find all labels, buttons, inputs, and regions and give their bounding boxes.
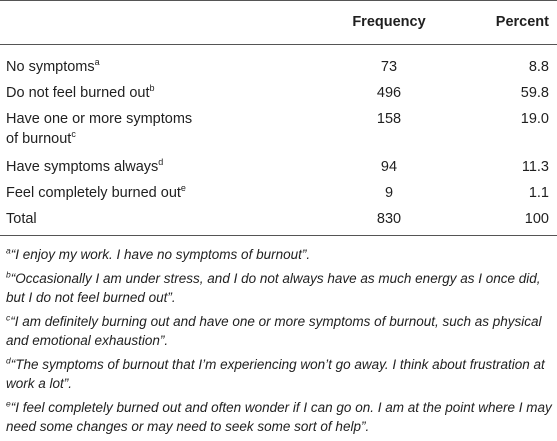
row-label-text: No symptoms bbox=[6, 58, 95, 75]
footnote-marker: c bbox=[71, 128, 76, 139]
row-label bbox=[0, 79, 330, 105]
table-row-total bbox=[0, 205, 557, 236]
footnote-text: “I enjoy my work. I have no symptoms of burnout”. bbox=[10, 247, 311, 262]
row-frequency: 830 bbox=[330, 205, 448, 236]
row-frequency: 496 bbox=[376, 84, 402, 101]
row-percent: 59.8 bbox=[520, 84, 549, 101]
row-frequency: 94 bbox=[380, 158, 398, 175]
row-label-text: of burnout bbox=[6, 130, 72, 147]
table-row bbox=[0, 151, 557, 179]
table-header-row bbox=[0, 0, 557, 44]
table-row bbox=[0, 44, 557, 79]
row-label-text: Have symptoms always bbox=[6, 158, 159, 175]
header-label bbox=[0, 0, 330, 44]
footnote bbox=[6, 355, 554, 394]
footnote bbox=[6, 245, 554, 265]
footnote-marker: a bbox=[94, 56, 100, 67]
footnote-mark: e bbox=[6, 398, 11, 408]
row-percent: 1.1 bbox=[528, 184, 549, 201]
row-percent: 8.8 bbox=[528, 58, 549, 75]
row-label bbox=[0, 179, 330, 205]
footnote-marker: b bbox=[149, 82, 155, 93]
table-row bbox=[0, 79, 557, 105]
footnote bbox=[6, 269, 554, 308]
footnote-marker: d bbox=[158, 156, 164, 167]
footnote bbox=[6, 398, 554, 437]
footnote-text: “Occasionally I am under stress, and I do not always have as much energy as I once did, but I do not feel burned out”. bbox=[6, 270, 541, 305]
row-frequency: 158 bbox=[376, 110, 402, 127]
row-percent: 11.3 bbox=[521, 158, 549, 175]
footnote-text: “The symptoms of burnout that I’m experiencing won’t go away. I think about frustration at work a lot”. bbox=[6, 356, 545, 391]
table-row bbox=[0, 105, 557, 151]
row-label-text: Total bbox=[6, 210, 37, 227]
row-frequency: 9 bbox=[384, 184, 394, 201]
table-row bbox=[0, 179, 557, 205]
table-footnotes bbox=[6, 245, 554, 441]
row-label-text: Have one or more symptoms bbox=[6, 110, 193, 127]
row-label bbox=[0, 44, 330, 79]
row-percent: 19.0 bbox=[520, 110, 549, 127]
row-percent: 100 bbox=[448, 205, 557, 236]
footnote-mark: a bbox=[6, 245, 11, 256]
footnote-mark: b bbox=[6, 269, 11, 279]
footnote bbox=[6, 312, 554, 351]
row-label bbox=[0, 205, 330, 236]
header-frequency: Frequency bbox=[330, 0, 448, 44]
footnote-text: “I feel completely burned out and often wonder if I can go on. I am at the point where I may need some changes or may need to seek some sort of help”. bbox=[6, 399, 552, 434]
row-label bbox=[0, 105, 330, 151]
row-frequency: 73 bbox=[380, 58, 398, 75]
row-label-text: Do not feel burned out bbox=[6, 84, 150, 101]
footnote-mark: c bbox=[6, 312, 11, 322]
footnote-marker: e bbox=[180, 182, 186, 193]
row-label-text: Feel completely burned out bbox=[6, 184, 181, 201]
footnote-text: “I am definitely burning out and have one or more symptoms of burnout, such as physical and emotional exhaustion”. bbox=[6, 313, 542, 348]
footnote-mark: d bbox=[6, 355, 11, 365]
row-label bbox=[0, 151, 330, 179]
header-percent: Percent bbox=[448, 0, 557, 44]
